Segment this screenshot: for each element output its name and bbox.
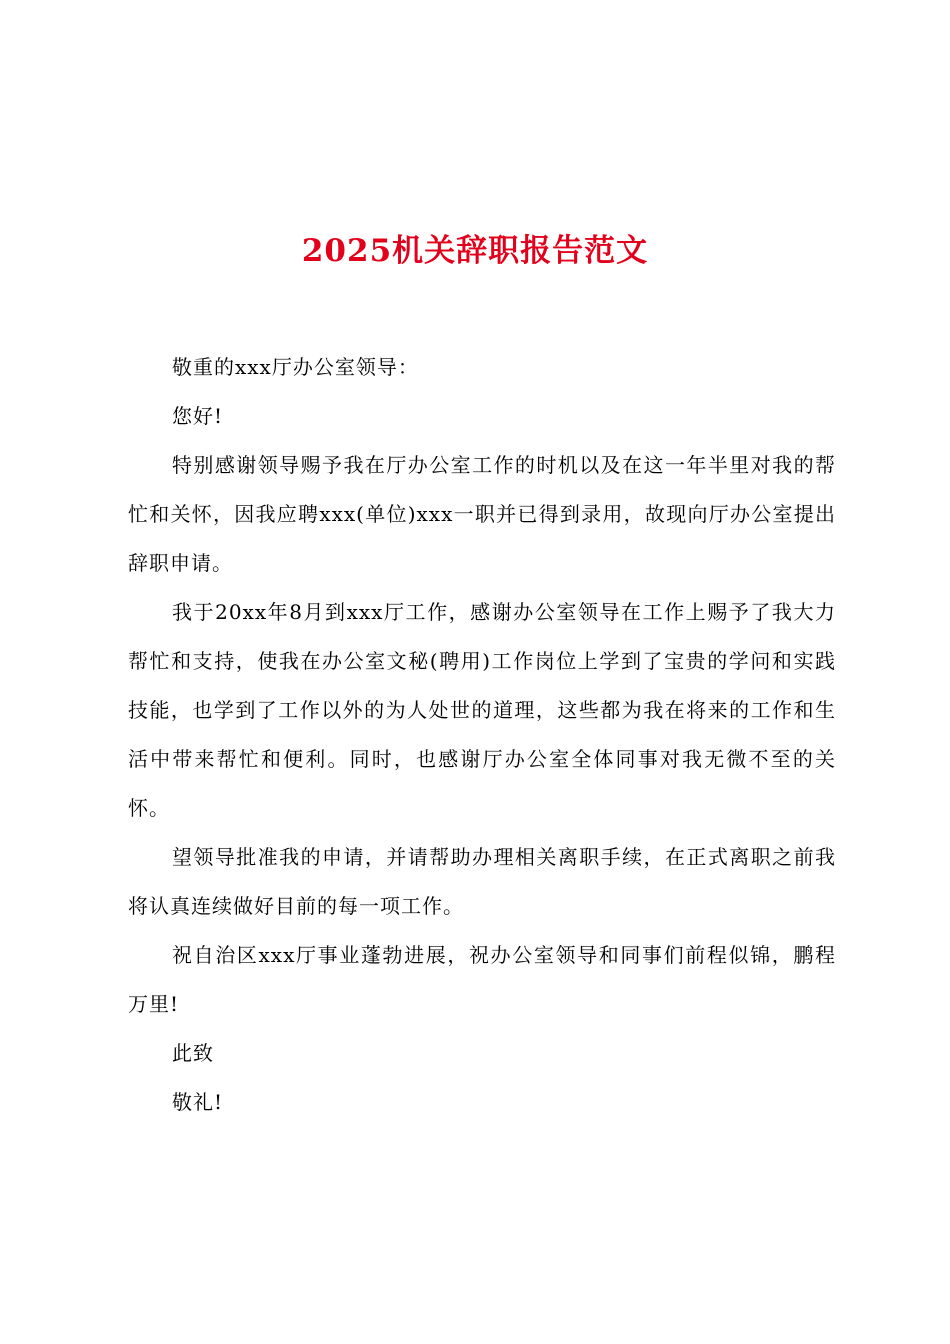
closing-line: 敬礼! <box>172 1090 224 1114</box>
closing-line: 此致 <box>172 1041 214 1065</box>
greeting: 您好! <box>172 404 224 428</box>
document-title: 2025机关辞职报告范文 <box>301 232 649 269</box>
salutation: 敬重的xxx厅办公室领导： <box>172 355 419 379</box>
paragraph: 特别感谢领导赐予我在厅办公室工作的时机以及在这一年半里对我的帮忙和关怀，因我应聘xxx(单位)xxx一职并已得到录用，故现向厅办公室提出辞职申请。 <box>128 453 836 575</box>
document-body <box>128 343 836 1127</box>
paragraph: 望领导批准我的申请，并请帮助办理相关离职手续，在正式离职之前我将认真连续做好目前的每一项工作。 <box>128 845 836 918</box>
paragraph: 祝自治区xxx厅事业蓬勃进展，祝办公室领导和同事们前程似锦，鹏程万里! <box>128 943 836 1016</box>
paragraph: 我于20xx年8月到xxx厅工作，感谢办公室领导在工作上赐予了我大力帮忙和支持，使我在办公室文秘(聘用)工作岗位上学到了宝贵的学问和实践技能，也学到了工作以外的为人处世的道理，这些都为我在将来的工作和生活中带来帮忙和便利。同时，也感谢厅办公室全体同事对我无微不至的关怀。 <box>128 600 836 820</box>
